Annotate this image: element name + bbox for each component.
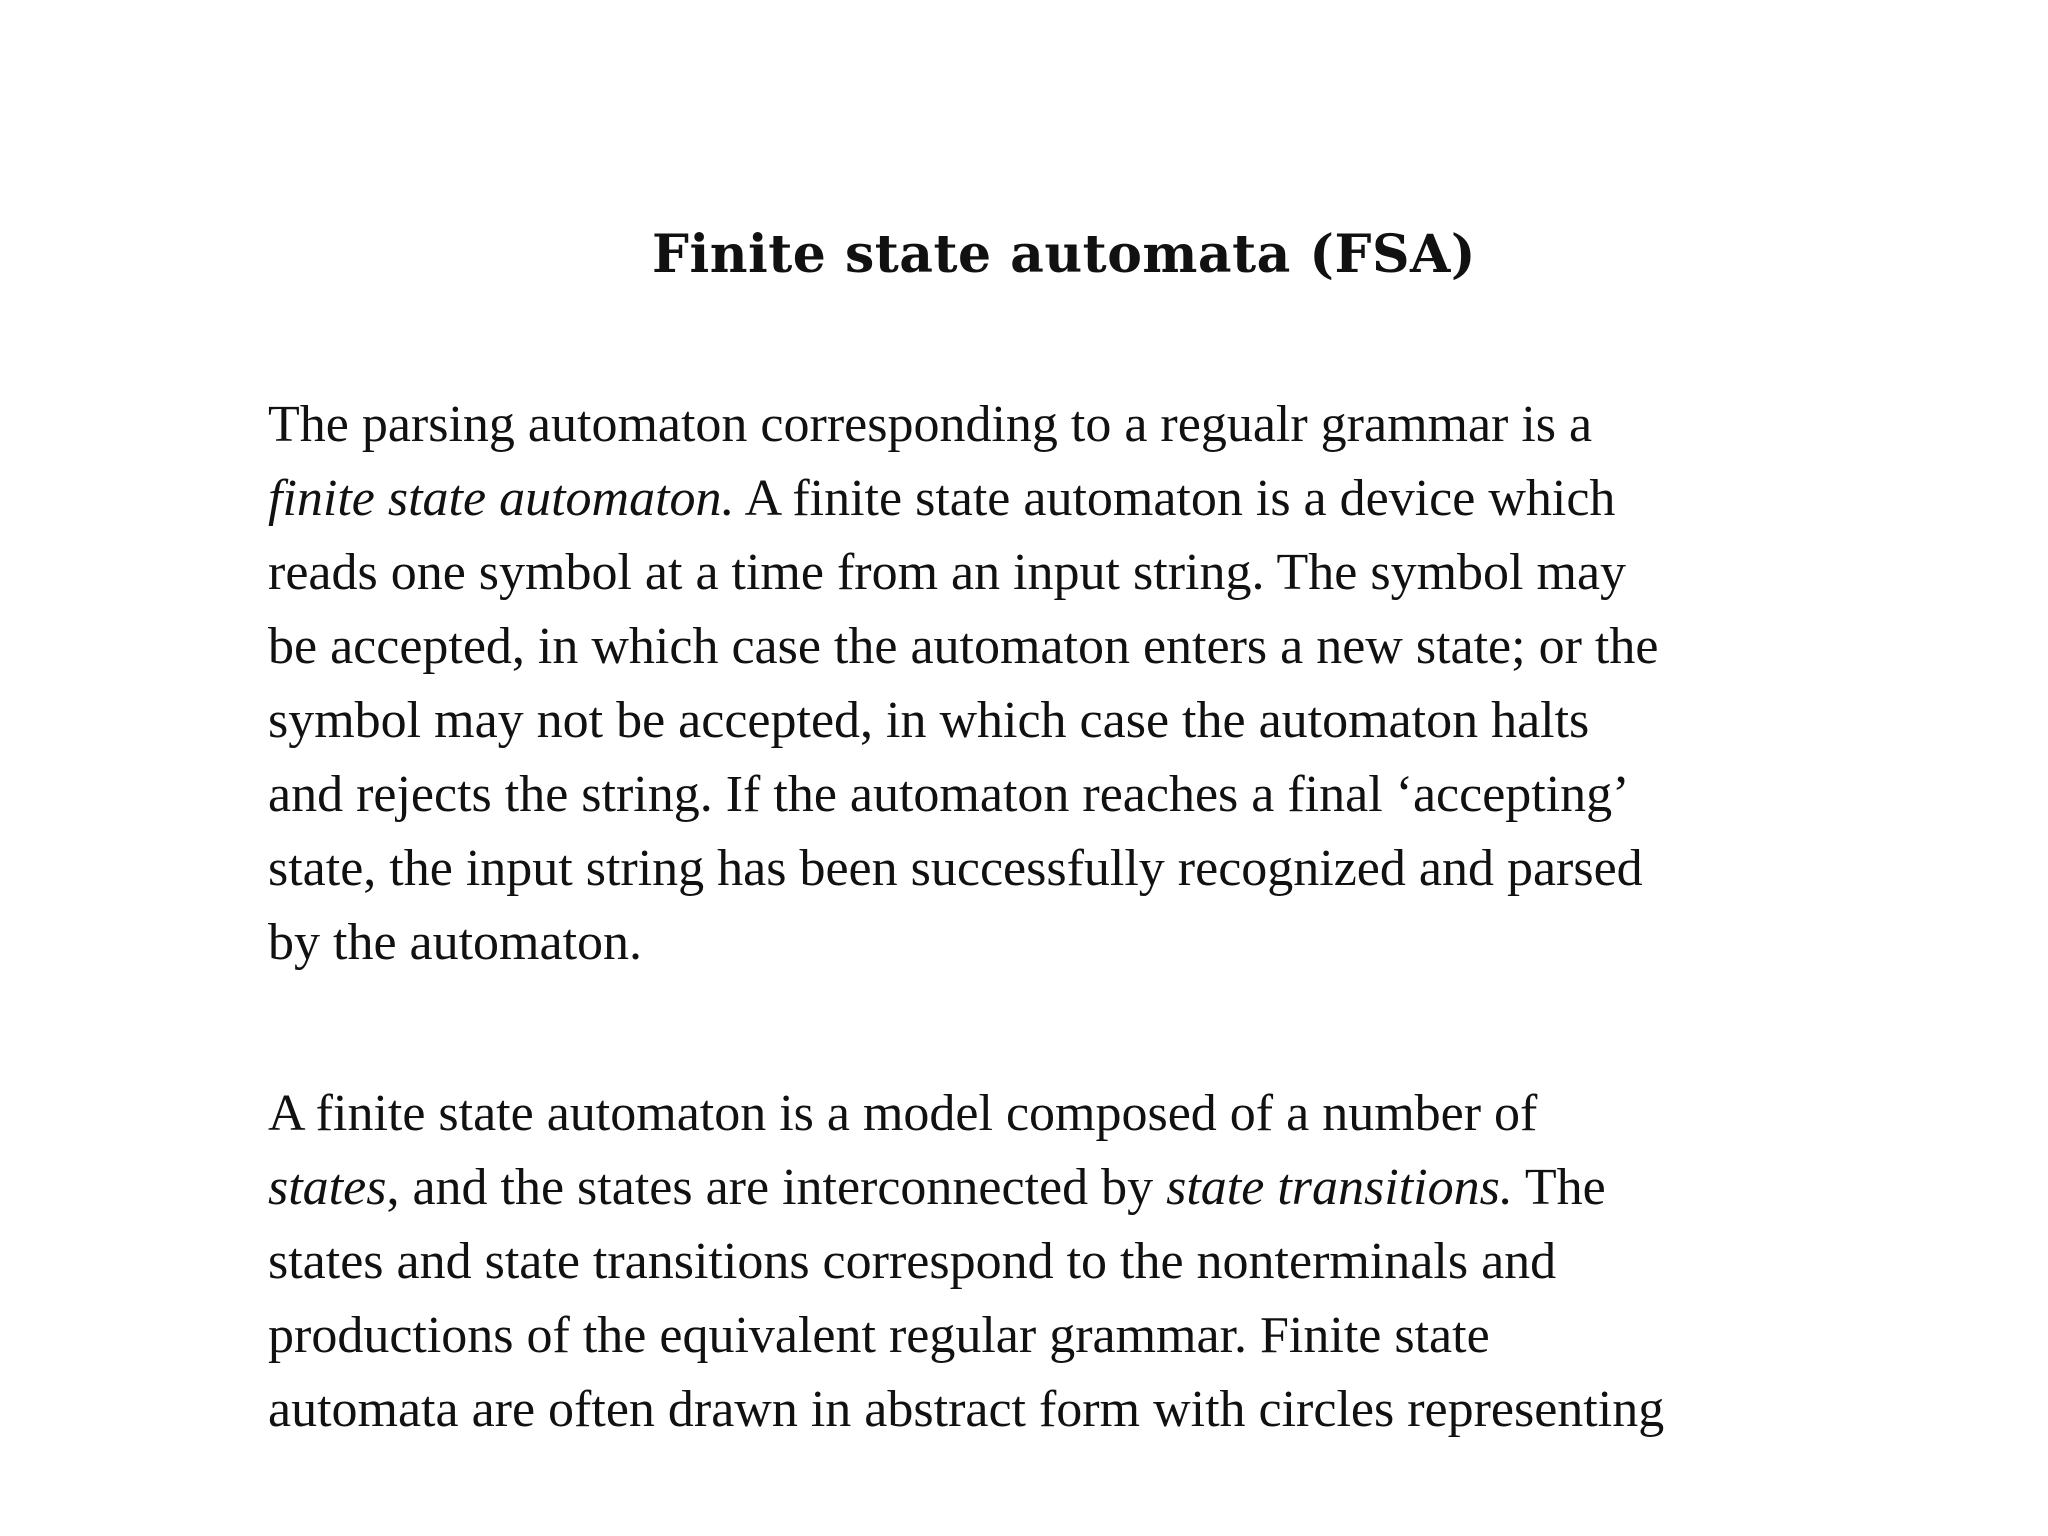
paragraph-2-line-4: productions of the equivalent regular grammar. Finite state	[268, 1307, 1490, 1364]
paragraph-1-line-8: by the automaton.	[268, 914, 643, 971]
paragraph-2-line-5: automata are often drawn in abstract form with circles representing	[268, 1381, 1665, 1438]
paragraph-2-line-2	[268, 1151, 1664, 1225]
paragraph-1-line-2-text: A finite state automaton is a device which	[734, 470, 1616, 527]
paragraph-2	[268, 1077, 1664, 1447]
paragraph-2-line-1: A finite state automaton is a model composed of a number of	[268, 1085, 1538, 1142]
paragraph-1-line-6: and rejects the string. If the automaton reaches a final ‘accepting’	[268, 766, 1630, 823]
paragraph-2-line-2-end: The	[1512, 1159, 1606, 1216]
paragraph-1	[268, 388, 1658, 980]
paragraph-1-line-7: state, the input string has been successfully recognized and parsed	[268, 840, 1643, 897]
paragraph-2-line-2-text: , and the states are interconnected by	[386, 1159, 1167, 1216]
paragraph-1-line-2	[268, 462, 1658, 536]
paragraph-1-line-4: be accepted, in which case the automaton enters a new state; or the	[268, 618, 1659, 675]
paragraph-1-line-5: symbol may not be accepted, in which case the automaton halts	[268, 692, 1590, 749]
paragraph-1-line-3: reads one symbol at a time from an input string. The symbol may	[268, 544, 1627, 601]
paragraph-2-line-3: states and state transitions correspond to the nonterminals and	[268, 1233, 1557, 1290]
emphasis-finite-state-automaton: finite state automaton.	[268, 470, 735, 527]
emphasis-state-transitions: state transitions.	[1166, 1159, 1513, 1216]
paragraph-1-line-1: The parsing automaton corresponding to a regualr grammar is a	[268, 396, 1593, 453]
emphasis-states: states	[268, 1159, 387, 1216]
page-title: Finite state automata (FSA)	[652, 224, 1476, 285]
